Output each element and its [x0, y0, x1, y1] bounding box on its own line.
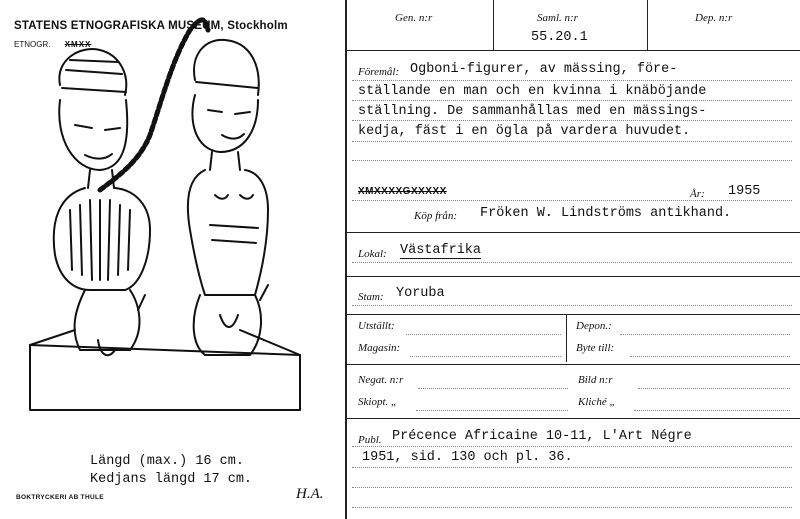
depon-label: Depon.:: [576, 320, 612, 332]
publ-line-1: Précence Africaine 10-11, L'Art Négre: [392, 429, 692, 444]
section-divider: [347, 314, 800, 315]
saml-value: 55.20.1: [531, 30, 588, 45]
foremal-line-4: kedja, fäst i en ögla på vardera huvudet.: [358, 124, 691, 139]
printer-name: BOKTRYCKERI AB THULE: [16, 494, 104, 501]
caption-length: Längd (max.) 16 cm.: [90, 454, 244, 469]
museum-header: STATENS ETNOGRAFISKA MUSEUM, Stockholm: [14, 20, 288, 32]
dotline: [352, 100, 792, 101]
dotline: [352, 487, 792, 488]
dotline: [352, 160, 792, 161]
initials: H.A.: [296, 486, 324, 502]
number-divider-2: [647, 0, 648, 50]
saml-label: Saml. n:r: [537, 12, 578, 24]
section-divider: [347, 276, 800, 277]
figure-drawing: [0, 0, 345, 519]
dotline: [630, 356, 790, 357]
foremal-line-1: Ogboni-figurer, av mässing, före-: [410, 62, 678, 77]
dotline: [352, 120, 792, 121]
dep-label: Dep. n:r: [695, 12, 733, 24]
cliche-label: Kliché „: [578, 396, 616, 408]
section-divider: [347, 232, 800, 233]
dotline: [634, 410, 790, 411]
skiopt-label: Skiopt. „: [358, 396, 398, 408]
dotline: [352, 467, 792, 468]
dotline: [352, 262, 792, 263]
kop-value: Fröken W. Lindströms antikhand.: [480, 206, 732, 221]
storage-divider: [566, 314, 567, 362]
bild-label: Bild n:r: [578, 374, 613, 386]
lokal-label: Lokal:: [358, 248, 387, 260]
dotline: [410, 356, 561, 357]
magasin-label: Magasin:: [358, 342, 401, 354]
kop-label: Köp från:: [414, 210, 458, 222]
ar-label: År:: [690, 188, 705, 200]
dotline: [406, 334, 561, 335]
number-header: [347, 0, 800, 51]
stam-label: Stam:: [358, 291, 384, 303]
dotline: [352, 507, 792, 508]
dotline: [416, 410, 568, 411]
negat-label: Negat. n:r: [358, 374, 404, 386]
ar-value: 1955: [728, 184, 761, 199]
struck-acquisition: XMXXXXGXXXXX: [358, 186, 447, 197]
dotline: [620, 334, 790, 335]
publ-label: Publ.: [358, 434, 382, 446]
section-divider: [347, 364, 800, 365]
foremal-line-2: ställande en man och en kvinna i knäböjande: [358, 84, 707, 99]
number-divider-1: [493, 0, 494, 50]
lokal-value: Västafrika: [400, 243, 482, 258]
caption-chain-length: Kedjans längd 17 cm.: [90, 472, 253, 487]
foremal-line-3: ställning. De sammanhållas med en mässings-: [358, 104, 707, 119]
dotline: [352, 200, 792, 201]
etnogr-struck: XMXX: [64, 40, 92, 49]
etnogr-label: ETNOGR.: [14, 40, 51, 49]
dotline: [638, 388, 790, 389]
dotline: [352, 446, 792, 447]
foremal-label: Föremål:: [358, 66, 400, 78]
gen-label: Gen. n:r: [395, 12, 433, 24]
dotline: [352, 305, 792, 306]
section-divider: [347, 418, 800, 419]
utstallt-label: Utställt:: [358, 320, 395, 332]
publ-line-2: 1951, sid. 130 och pl. 36.: [362, 450, 573, 465]
card-divider: [345, 0, 347, 519]
dotline: [418, 388, 568, 389]
dotline: [352, 80, 792, 81]
stam-value: Yoruba: [396, 286, 445, 301]
byte-label: Byte till:: [576, 342, 615, 354]
dotline: [352, 141, 792, 142]
